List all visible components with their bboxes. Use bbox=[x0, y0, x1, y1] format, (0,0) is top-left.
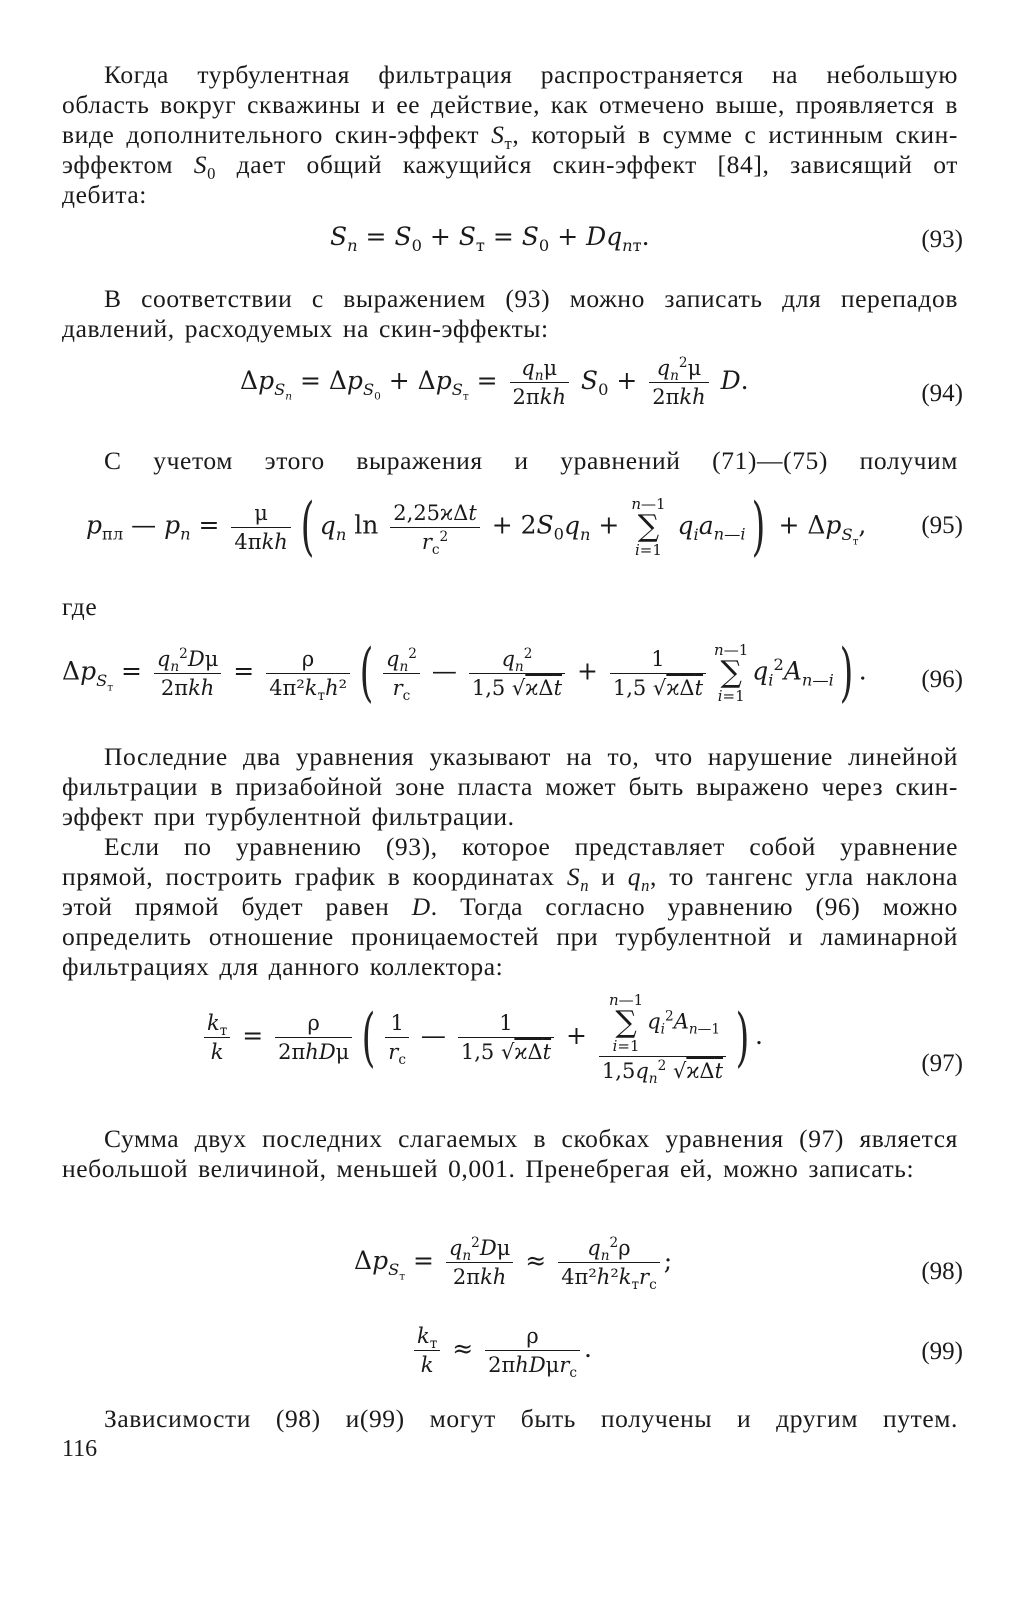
paragraph-if-by-equation: Если по уравнению (93), которое представляет собой уравнение прямой, построить график в координатах $S_n$ и $q_n$, то тангенс угла наклона этой прямой будет равен D. Тогда согласно уравнению (96) можно определить отношение проницаемостей при турбулентной и ламинарной фильтрациях для данного коллектора: bbox=[62, 832, 958, 981]
equation-number-96: (96) bbox=[921, 666, 963, 693]
paragraph-sum-of-terms: Сумма двух последних слагаемых в скобках уравнения (97) является небольшой величиной, меньшей 0,001. Пренебрегая ей, можно записать: bbox=[62, 1124, 958, 1183]
equation-96: $\Delta p_{S_т}$ = $\frac{q_n^2D\mu}{\text{2πkh}}$ = $\frac{\rho}{4\pi^2k_тh^2}$ ( $\frac{q_n^2}{r_c}$ — $\frac{q_n^2}{\text{1,5 √ϰΔt}}$ + $\frac{1}{\text{1,5 √ϰΔt}}$ n—1 ∑ $i=1q_i^2A_{n—i}$) . bbox=[62, 636, 867, 710]
equation-94: $\Delta p_{S_n} = \Delta p_{S_0} + \Delta p_{S_т}$ = $\frac{q_n\mu}{\text{2πkh}}$ $S_0$ + $\frac{q_n^2\mu}{\text{2πkh}}$ D. bbox=[240, 355, 749, 409]
equation-93: $S_n = S_0 + S_т = S_0 + Dq_{nт}$. bbox=[330, 222, 650, 255]
paragraph-turbulent-filtration: Когда турбулентная фильтрация распространяется на небольшую область вокруг скважины и ее действие, как отмечено выше, проявляется в виде дополнительного скин-эффект $S_т$, который в сумме с истинным скин-эффектом $S_0$ дает общий кажущийся скин-эффект [84], зависящий от дебита: bbox=[62, 60, 958, 209]
page-number: 116 bbox=[62, 1436, 98, 1462]
paragraph-last-two-equations: Последние два уравнения указывают на то, что нарушение линейной фильтрации в призабойной зоне пласта может быть выражено через скин-эффект при турбулентной фильтрации. bbox=[62, 742, 958, 831]
paragraph-taking-into-account: С учетом этого выражения и уравнений (71)—(75) получим bbox=[104, 446, 958, 475]
equation-number-94: (94) bbox=[921, 380, 963, 407]
equation-97: $\frac{k_т}{k}$ = $\frac{\rho}{\text{2πhDμ}}$ ( $\frac{1}{r_c}$ — $\frac{1}{\text{1,5 √ϰΔt}}$ + n—1 ∑ $i=1q_i^2A_{n—1}$ $1,5q_n^2$ √ϰΔt ) . bbox=[200, 992, 763, 1083]
paragraph-pressure-drops: В соответствии с выражением (93) можно записать для перепадов давлений, расходуемых на скин-эффекты: bbox=[62, 284, 958, 343]
equation-number-99: (99) bbox=[921, 1338, 963, 1365]
equation-98: $\Delta p_{S_т}$ = $\frac{q_n^2D\mu}{\text{2πkh}}$ ≈ $\frac{q_n^2\rho}{4\pi^2h^2k_тr_c}$ ; bbox=[354, 1235, 673, 1294]
equation-number-97: (97) bbox=[921, 1050, 963, 1077]
equation-95: $p_{пл}$ — $p_n$ = $\frac{\mu}{\text{4πkh}}$ ( $q_n$ ln $\frac{\text{2,25ϰΔt}}{r_c^2}$ + $2S_0q_n$ + n—1 ∑ i=1 $q_ia_{n—i}) + \Delta p_{S_т}$, bbox=[86, 490, 867, 564]
equation-number-95: (95) bbox=[921, 512, 963, 539]
equation-number-98: (98) bbox=[921, 1258, 963, 1285]
paragraph-where: где bbox=[62, 592, 98, 621]
equation-number-93: (93) bbox=[921, 226, 963, 253]
paragraph-dependencies: Зависимости (98) и(99) могут быть получены и другим путем. bbox=[104, 1404, 958, 1433]
equation-99: $\frac{k_т}{k}$ ≈ $\frac{\rho}{2\pi hD\mu r_c}$ . bbox=[410, 1324, 592, 1377]
